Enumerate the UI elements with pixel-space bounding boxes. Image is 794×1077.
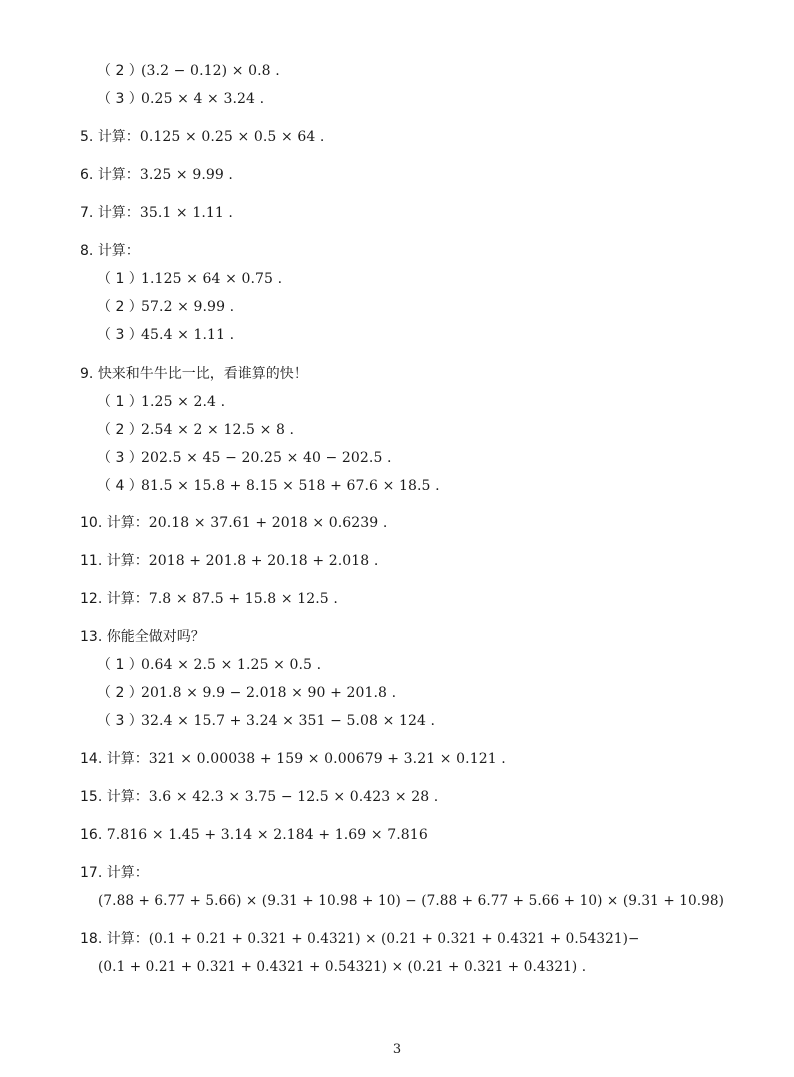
question-5 [80,128,324,146]
sub-index: （ 1 ） [97,271,143,287]
expression: 7.8 × 87.5 + 15.8 × 12.5 . [148,591,338,607]
expression: 57.2 × 9.99 . [141,299,235,315]
sub-index: （ 2 ） [97,299,143,315]
item-9-1 [97,393,225,411]
sub-index: （ 2 ） [97,685,143,701]
question-label: 计算： [106,751,149,767]
expression: 7.816 × 1.45 + 3.14 × 2.184 + 1.69 × 7.816 [106,827,428,843]
question-9 [80,365,308,383]
question-number: 10. [80,515,103,531]
question-label: 计算： [97,167,140,183]
question-number: 6. [80,167,94,183]
expression: (0.1 + 0.21 + 0.321 + 0.4321) × (0.21 + 0.321 + 0.4321 + 0.54321)− [148,931,640,947]
question-number: 9. [80,366,94,382]
question-label: 计算： [97,243,140,259]
question-number: 16. [80,827,103,843]
question-14 [80,750,506,768]
question-label: 你能全做对吗？ [106,629,205,645]
question-8 [80,242,140,260]
sub-index: （ 3 ） [97,713,143,729]
question-label: 计算： [106,515,149,531]
expression: 321 × 0.00038 + 159 × 0.00679 + 3.21 × 0.121 . [148,751,506,767]
expression: 32.4 × 15.7 + 3.24 × 351 − 5.08 × 124 . [141,713,436,729]
question-6 [80,166,233,184]
sub-index: （ 3 ） [97,327,143,343]
question-label: 计算： [106,789,149,805]
question-number: 17. [80,865,103,881]
question-15 [80,788,438,806]
expression: 202.5 × 45 − 20.25 × 40 − 202.5 . [141,450,392,466]
question-number: 7. [80,205,94,221]
expression: 201.8 × 9.9 − 2.018 × 90 + 201.8 . [141,685,397,701]
item-9-4 [97,477,440,495]
question-12 [80,590,338,608]
expression: 35.1 × 1.11 . [139,205,233,221]
expression: 0.25 × 4 × 3.24 . [141,91,265,107]
question-number: 14. [80,751,103,767]
question-17-expression [98,892,724,910]
expression: 0.64 × 2.5 × 1.25 × 0.5 . [141,657,322,673]
item-9-3 [97,449,392,467]
question-label: 计算： [106,865,149,881]
page-number: 3 [392,1042,402,1057]
expression: (0.1 + 0.21 + 0.321 + 0.4321 + 0.54321) × (0.21 + 0.321 + 0.4321) . [98,959,587,975]
question-16 [80,826,428,844]
item-4-2 [97,62,280,80]
expression: 45.4 × 1.11 . [141,327,235,343]
sub-index: （ 3 ） [97,450,143,466]
sub-index: （ 2 ） [97,63,143,79]
expression: 0.125 × 0.25 × 0.5 × 64 . [139,129,325,145]
sub-index: （ 2 ） [97,422,143,438]
item-13-3 [97,712,435,730]
question-10 [80,514,387,532]
expression: 1.125 × 64 × 0.75 . [141,271,283,287]
question-13 [80,628,205,646]
item-8-2 [97,298,234,316]
question-18 [80,930,639,948]
item-4-3 [97,90,264,108]
item-8-1 [97,270,282,288]
question-number: 18. [80,931,103,947]
question-11 [80,552,378,570]
question-number: 13. [80,629,103,645]
expression: (3.2 − 0.12) × 0.8 . [141,63,280,79]
question-number: 5. [80,129,94,145]
question-label: 计算： [106,931,149,947]
question-label: 计算： [97,205,140,221]
expression: 3.25 × 9.99 . [139,167,233,183]
question-label: 计算： [106,591,149,607]
expression: (7.88 + 6.77 + 5.66) × (9.31 + 10.98 + 10) − (7.88 + 6.77 + 5.66 + 10) × (9.31 + 10.98) [98,893,725,909]
question-label: 计算： [106,553,149,569]
expression: 1.25 × 2.4 . [141,394,226,410]
item-8-3 [97,326,234,344]
question-number: 8. [80,243,94,259]
question-label: 计算： [97,129,140,145]
expression: 81.5 × 15.8 + 8.15 × 518 + 67.6 × 18.5 . [141,478,440,494]
item-13-2 [97,684,396,702]
question-18-continuation [98,958,586,976]
question-7 [80,204,233,222]
question-number: 15. [80,789,103,805]
expression: 2018 + 201.8 + 20.18 + 2.018 . [148,553,379,569]
question-number: 12. [80,591,103,607]
sub-index: （ 3 ） [97,91,143,107]
expression: 3.6 × 42.3 × 3.75 − 12.5 × 0.423 × 28 . [148,789,439,805]
item-9-2 [97,421,294,439]
question-17 [80,864,149,882]
question-number: 11. [80,553,103,569]
question-label: 快来和牛牛比一比，看谁算的快！ [97,366,308,382]
sub-index: （ 1 ） [97,657,143,673]
expression: 20.18 × 37.61 + 2018 × 0.6239 . [148,515,388,531]
sub-index: （ 1 ） [97,394,143,410]
sub-index: （ 4 ） [97,478,143,494]
expression: 2.54 × 2 × 12.5 × 8 . [141,422,295,438]
item-13-1 [97,656,321,674]
